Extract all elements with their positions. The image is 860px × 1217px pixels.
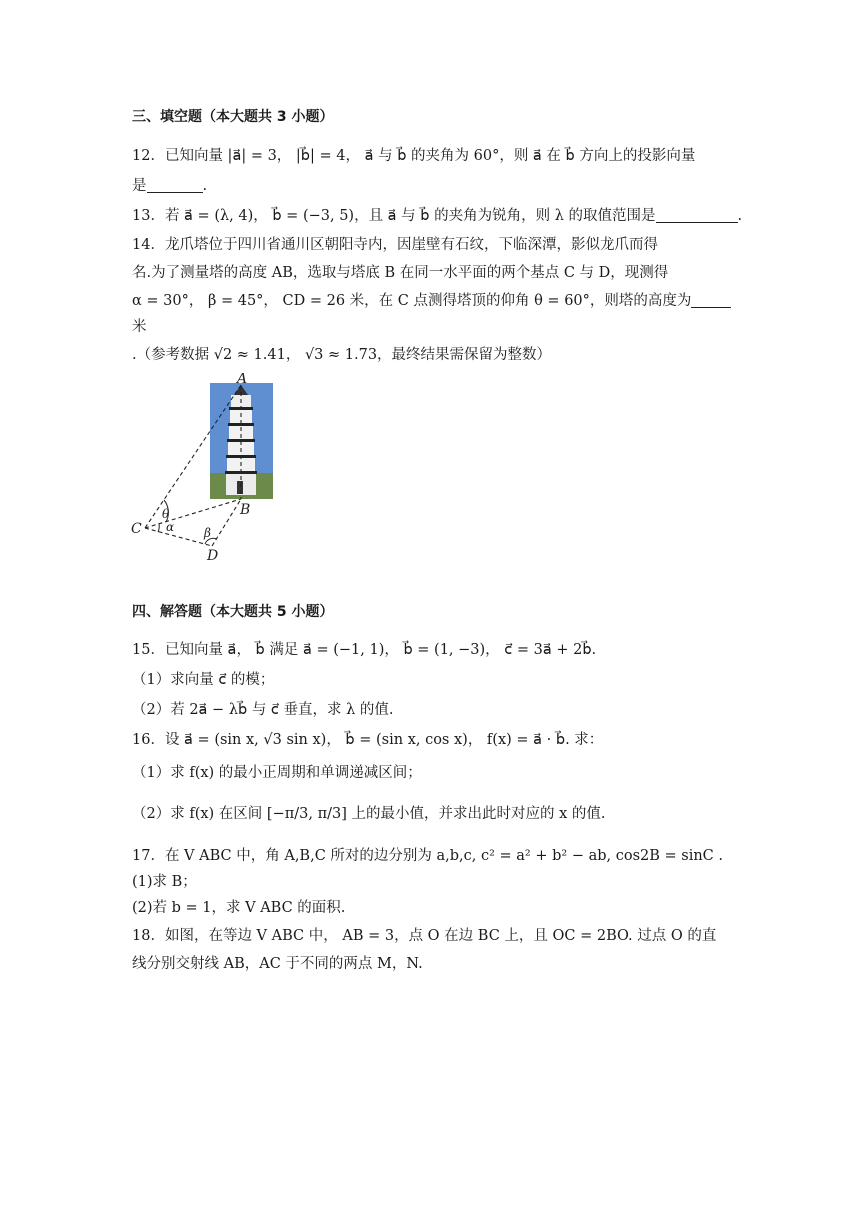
question-18-line1: 18．如图，在等边 V ABC 中， AB = 3，点 O 在边 BC 上，且 OC = 2BO. 过点 O 的直 <box>132 928 717 944</box>
question-17-part2: (2)若 b = 1，求 V ABC 的面积. <box>132 900 346 916</box>
question-17-part1: (1)求 B； <box>132 874 197 890</box>
question-14-line1: 14．龙爪塔位于四川省通川区朝阳寺内，因崖壁有石纹，下临深潭，影似龙爪而得 <box>132 237 658 253</box>
question-16-part1: （1）求 f(x) 的最小正周期和单调递减区间； <box>132 765 422 781</box>
label-B: B <box>240 502 251 518</box>
alpha-arc <box>158 524 159 532</box>
label-A: A <box>237 373 248 387</box>
question-12-line1: 12．已知向量 |a⃗| = 3， |b⃗| = 4， a⃗ 与 b⃗ 的夹角为 60°，则 a⃗ 在 b⃗ 方向上的投影向量 <box>132 148 696 164</box>
label-beta: β <box>204 526 211 540</box>
answer-blank-13 <box>656 206 738 223</box>
question-14-line5: .（参考数据 √2 ≈ 1.41， √3 ≈ 1.73，最终结果需保留为整数） <box>132 347 552 363</box>
section-heading-solve: 四、解答题（本大题共 5 小题） <box>132 604 334 620</box>
question-15-part1: （1）求向量 c⃗ 的模； <box>132 672 275 688</box>
answer-blank-14 <box>691 291 731 308</box>
question-17-stem: 17．在 V ABC 中，角 A,B,C 所对的边分别为 a,b,c, c² = a² + b² − ab, cos2B = sinC . <box>132 848 723 864</box>
question-13-text: 13．若 a⃗ = (λ, 4)， b⃗ = (−3, 5)，且 a⃗ 与 b⃗ 的夹角为锐角，则 λ 的取值范围是 <box>132 208 656 224</box>
pagoda-figure <box>128 373 278 565</box>
question-14-line3-text: α = 30°， β = 45°， CD = 26 米，在 C 点测得塔顶的仰角 θ = 60°，则塔的高度为 <box>132 293 692 309</box>
question-14-line3 <box>132 291 731 311</box>
question-15-stem: 15．已知向量 a⃗， b⃗ 满足 a⃗ = (−1, 1)， b⃗ = (1, −3)， c⃗ = 3a⃗ + 2b⃗. <box>132 642 597 658</box>
question-18-line2: 线分别交射线 AB，AC 于不同的两点 M，N. <box>132 956 423 972</box>
label-D: D <box>207 548 219 564</box>
section-heading-fill: 三、填空题（本大题共 3 小题） <box>132 109 334 125</box>
question-14-line4: 米 <box>132 319 147 335</box>
question-12-line2: 是 . <box>132 178 208 194</box>
question-16-stem: 16．设 a⃗ = (sin x, √3 sin x)， b⃗ = (sin x, cos x)， f(x) = a⃗ · b⃗. 求： <box>132 732 604 748</box>
answer-blank-12 <box>147 176 203 193</box>
label-C: C <box>131 521 142 537</box>
label-theta: θ <box>162 507 170 521</box>
question-16-part2: （2）求 f(x) 在区间 [−π/3, π/3] 上的最小值，并求出此时对应的 x 的值. <box>132 806 606 822</box>
question-14-line2: 名.为了测量塔的高度 AB，选取与塔底 B 在同一水平面的两个基点 C 与 D，现测得 <box>132 265 669 281</box>
label-alpha: α <box>166 520 175 534</box>
question-12-lead: 是 <box>132 178 147 194</box>
question-15-part2: （2）若 2a⃗ − λb⃗ 与 c⃗ 垂直，求 λ 的值. <box>132 702 394 718</box>
question-13: 13．若 a⃗ = (λ, 4)， b⃗ = (−3, 5)，且 a⃗ 与 b⃗ 的夹角为锐角，则 λ 的取值范围是 . <box>132 208 743 224</box>
